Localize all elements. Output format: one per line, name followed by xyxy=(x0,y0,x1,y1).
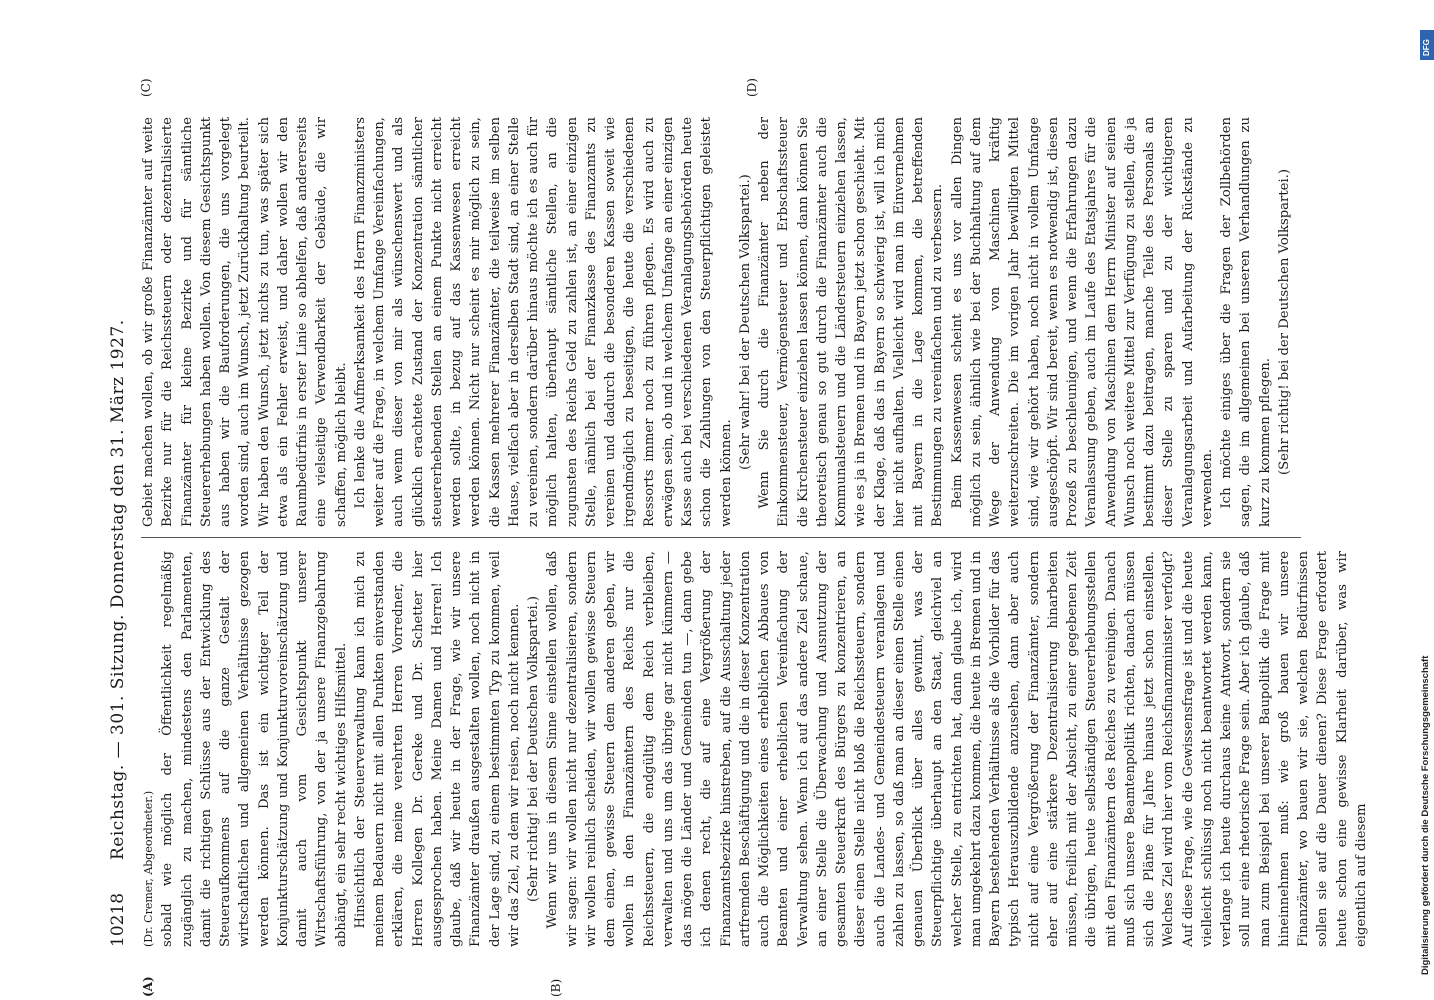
paragraph: Gebiet machen wollen, ob wir große Finanzämter auf weite Bezirke nur für die Reichssteuern oder dezentralisierte Finanzämter für kleine Bezirke und für sämtliche Steuererhebungen haben wollen. Von diesem Gesichtspunkt aus haben wir die Bauforderungen, die uns vorgelegt worden sind, auch im Wunsch, jetzt Zurückhaltung beurteilt. Wir haben den Wunsch, jetzt nichts zu tun, was später sich etwa als ein Fehler erweist, und daher wollen wir den Raumbedürfnis in erster Linie so abhelfen, daß andererseits eine vielseitige Verwendbarkeit der Gebäude, die wir schaffen, möglich bleibt. xyxy=(141,117,349,527)
paragraph: Beim Kassenwesen scheint es uns vor allen Dingen möglich zu sein, ähnlich wie bei der Buchhaltung auf dem Wege der Anwendung von Maschinen kräftig weiterzuschreiten. Die im vorigen Jahr bewilligten Mittel sind, wie wir gehört haben, noch nicht in vollem Umfange ausgeschöpft. Wir sind bereit, wenn es notwendig ist, diesen Prozeß zu beschleunigen, und wenn die Erfahrungen dazu Veranlassung geben, auch im Laufe des Etatsjahres für die Anwendung von Maschinen dem Herrn Minister auf seinen Wunsch noch weitere Mittel zur Verfügung zu stellen, die ja bestimmt dazu beitragen, manche Teile des Personals an dieser Stelle zu sparen und zu der wichtigeren Veranlagungsarbeit und Aufarbeitung der Rückstände zu verwenden. xyxy=(949,117,1215,527)
column-divider xyxy=(141,537,1301,538)
interjection: (Sehr richtig! bei der Deutschen Volkspartei.) xyxy=(1276,168,1292,476)
paragraph: Ich möchte einiges über die Fragen der Zollbehörden sagen, die im allgemeinen bei unseren Verhandlungen zu kurz zu kommen pflegen. xyxy=(1219,117,1273,527)
margin-marker-a: (A) xyxy=(141,976,155,997)
dfg-logo: DFG xyxy=(1420,30,1434,60)
speaker-label: (Dr. Cremer, Abgeordneter.) xyxy=(142,790,155,947)
interjection: (Sehr wahr! bei der Deutschen Volkspartei.) xyxy=(737,174,753,470)
margin-marker-b: (B) xyxy=(549,978,563,997)
page-number: 10218 xyxy=(108,892,128,947)
paragraph: Hinsichtlich der Steuerverwaltung kann ich mich zu meinem Bedauern nicht mit allen Punkten einverstanden erklären, die meine verehrten Herren Vorredner, die Herren Kollegen Dr. Gereke und Dr. Schetter hier ausgesprochen haben. Meine Damen und Herren! Ich glaube, daß wir heute in der Frage, wie wir unsere Finanzämter draußen ausgestalten wollen, noch nicht in der Lage sind, zu einem bestimmten Typ zu kommen, weil wir das Ziel, zu dem wir reisen, noch nicht kennen. xyxy=(352,551,522,947)
paragraph: Ich lenke die Aufmerksamkeit des Herrn Finanzministers weiter auf die Frage, in welchem Umfange Vereinfachungen, auch wenn dieser von mir als wünschenswert und als glücklich erachtete Zustand der Konzentration sämtlicher steuererhebenden Stellen an einem Punkte nicht erreicht werden sollte, in bezug auf das Kassenwesen erreicht werden können. Nicht nur scheint es mir möglich zu sein, die Kassen mehrerer Finanzämter, die teilweise im selben Hause, vielfach aber in derselben Stadt sind, an einer Stelle zu vereinen, sondern darüber hinaus möchte ich es auch für möglich halten, überhaupt sämtliche Stellen, an die zugunsten des Reichs Geld zu zahlen ist, an einer einzigen Stelle, nämlich bei der Finanzkasse des Finanzamts zu vereinen und dadurch die besonderen Kassen soweit wie irgendmöglich zu beseitigen, die heute die verschiedenen Ressorts immer noch zu führen pflegen. Es wird auch zu erwägen sein, ob und in welchem Umfange an einer einzigen Kasse auch bei verschiedenen Veranlagungsbehörden heute schon die Zahlungen von den Steuerpflichtigen geleistet werden können. xyxy=(352,117,734,527)
page-header xyxy=(105,55,131,975)
margin-marker-c: (C) xyxy=(139,78,153,97)
paragraph: Wenn Sie durch die Finanzämter neben der Einkommensteuer, Vermögensteuer und Erbschaftssteuer die Kirchensteuer einziehen lassen können, dann können Sie theoretisch genau so gut durch die Finanzämter auch die Kommunalsteuern und die Ländersteuern einziehen lassen, wie es ja in Bremen und in Bayern jetzt schon geschieht. Mit der Klage, daß das in Bayern so schwierig ist, will ich mich hier nicht aufhalten. Vielleicht wird man im Einvernehmen mit Bayern in die Lage kommen, die betreffenden Bestimmungen zu vereinfachen und zu verbessern. xyxy=(757,117,946,527)
margin-marker-d: (D) xyxy=(745,78,759,97)
interjection: (Sehr richtig! bei der Deutschen Volkspartei.) xyxy=(526,595,541,903)
document-page xyxy=(105,55,1369,997)
page-header-title: Reichstag. — 301. Sitzung. Donnerstag den 31. März 1927. xyxy=(108,319,128,860)
left-column xyxy=(139,551,1369,947)
paragraph: sobald wie möglich der Öffentlichkeit regelmäßig zugänglich zu machen, mindestens den Parlamenten, damit die richtigen Schlüsse aus der Entwicklung des Steueraufkommens auf die ganze Gestalt der wirtschaftlichen und allgemeinen Verhältnisse gezogen werden können. Das ist ein wichtiger Teil der Konjunkturschätzung und Konjunkturvoreinschätzung und damit auch vom Gesichtspunkt unserer Wirtschaftsführung, von der ja unsere Finanzgebahrung abhängt, ein sehr recht wichtiges Hilfsmittel. xyxy=(160,551,349,947)
paragraph: Wenn wir uns in diesem Sinne einstellen wollen, daß wir sagen: wir wollen nicht nur dezentralisieren, sondern wir wollen reinlich scheiden, wir wollen gewisse Steuern dem einen, gewisse Steuern dem anderen geben, wir wollen in den Finanzämtern des Reichs nur die Reichssteuern, die endgültig dem Reich verbleiben, verwalten und uns um das übrige gar nicht kümmern — das mögen die Länder und Gemeinden tun —, dann gebe ich denen recht, die auf eine Vergrößerung der Finanzamtsbezirke hinstreben, auf die Ausschaltung jeder artfremden Beschäftigung und die in dieser Konzentration auch die Möglichkeiten eines erheblichen Abbaues von Beamten und einer erheblichen Vereinfachung der Verwaltung sehen. Wenn ich auf das andere Ziel schaue, an einer Stelle die Überwachung und Ausnutzung der gesamten Steuerkraft des Bürgers zu konzentrieren, an dieser einen Stelle nicht bloß die Reichssteuern, sondern auch die Landes- und Gemeindesteuern veranlagen und zahlen zu lassen, so daß man an dieser einen Stelle einen genauen Überblick über alles gewinnt, was der Steuerpflichtige überhaupt an den Staat, gleichviel an welcher Stelle, zu entrichten hat, dann glaube ich, wird man umgekehrt dazu kommen, die heute in Bremen und in Bayern bestehenden Verhältnisse als die Vorbilder für das typisch Herauszubildende anzusehen, dann aber auch nicht auf eine Vergrößerung der Finanzämter, sondern eher auf eine stärkere Dezentralisierung hinarbeiten müssen, freilich mit der Absicht, zu einer gegebenen Zeit die übrigen, heute selbständigen Steuererhebungsstellen mit den Finanzämtern des Reiches zu vereinigen. Danach muß sich unsere Beamtenpolitik richten, danach müssen sich die Pläne für Jahre hinaus jetzt schon einstellen. Welches Ziel wird hier vom Reichsfinanzminister verfolgt? Auf diese Frage, wie die Gewissensfrage ist und die heute vielleicht schlüssig noch nicht beantwortet werden kann, verlange ich heute durchaus keine Antwort, sondern sie soll nur eine rhetorische Frage sein. Aber ich glaube, daß man zum Beispiel bei unserer Baupolitik die Frage mit hineinnehmen muß: wie groß bauen wir unsere Finanzämter, wo bauen wir sie, welchen Bedürfnissen sollen sie auf die Dauer dienen? Diese Frage erfordert heute schon eine gewisse Klarheit darüber, was wir eigentlich auf diesem xyxy=(545,551,1369,947)
digitization-credit: Digitalisierung gefördert durch die Deutsche Forschungsgemeinschaft xyxy=(1420,655,1431,975)
right-column xyxy=(139,117,1319,527)
